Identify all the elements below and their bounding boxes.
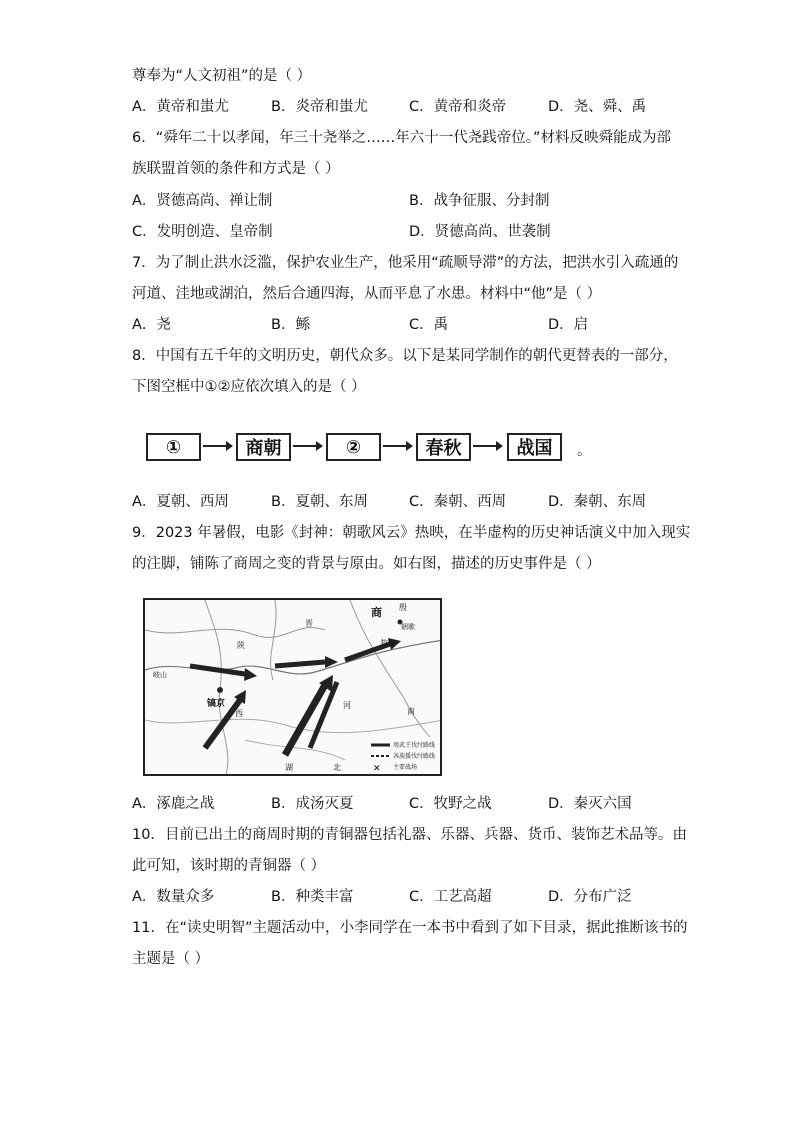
question-10-stem-line2: 此可知，该时期的青铜器（ ） xyxy=(132,858,326,874)
q10-option-a[interactable]: A．数量众多 xyxy=(132,889,215,905)
question-10-stem-line1: 10．目前已出土的商周时期的青铜器包括礼器、乐器、兵器、货币、装饰艺术品等。由 xyxy=(132,827,687,843)
flow-arrow-icon xyxy=(202,439,234,453)
q5-option-b[interactable]: B．炎帝和蚩尤 xyxy=(271,99,368,115)
question-5-stem-tail: 尊奉为“人文初祖”的是（ ） xyxy=(132,68,312,84)
q9-option-c[interactable]: C．牧野之战 xyxy=(409,796,492,812)
q9-option-d[interactable]: D．秦灭六国 xyxy=(548,796,632,812)
map-label-qishan: 岐山 xyxy=(153,671,167,679)
q6-option-d[interactable]: D．贤德高尚、世袭制 xyxy=(409,224,551,240)
flow-box-zhanguo: 战国 xyxy=(507,433,562,461)
question-11-stem-line2: 主题是（ ） xyxy=(132,951,210,967)
flow-box-shang: 商朝 xyxy=(236,433,291,461)
flow-arrow-icon xyxy=(292,439,324,453)
map-label-nan: 南 xyxy=(407,707,415,716)
q8-option-d[interactable]: D．秦朝、东周 xyxy=(548,494,647,510)
flow-arrow-icon xyxy=(472,439,504,453)
question-6-stem-line1: 6．“舜年二十以孝闻，年三十尧举之……年六十一代尧践帝位。”材料反映舜能成为部 xyxy=(132,130,671,146)
map-legend-zhou-route: 周武王伐纣路线 xyxy=(393,742,436,749)
question-9-stem-line1: 9．2023 年暑假，电影《封神：朝歌风云》热映，在半虚构的历史神话演义中加入现实 xyxy=(132,525,691,541)
question-8-stem-line1: 8．中国有五千年的文明历史，朝代众多。以下是某同学制作的朝代更替表的一部分， xyxy=(132,348,678,364)
flow-period: 。 xyxy=(577,443,592,459)
q8-option-c[interactable]: C．秦朝、西周 xyxy=(409,494,507,510)
historical-map xyxy=(143,598,442,776)
q6-option-b[interactable]: B．战争征服、分封制 xyxy=(409,193,550,209)
q7-option-b[interactable]: B．鲧 xyxy=(271,317,310,333)
q7-option-d[interactable]: D．启 xyxy=(548,317,589,333)
map-label-bei: 北 xyxy=(333,763,341,772)
q5-option-c[interactable]: C．黄帝和炎帝 xyxy=(409,99,507,115)
svg-text:✕: ✕ xyxy=(373,764,381,774)
map-label-he: 河 xyxy=(343,701,351,710)
map-label-shaan: 陕 xyxy=(237,641,245,650)
q6-option-c[interactable]: C．发明创造、皇帝制 xyxy=(132,224,273,240)
question-9-stem-line2: 的注脚，铺陈了商周之变的背景与原由。如右图，描述的历史事件是（ ） xyxy=(132,556,601,572)
question-6-stem-line2: 族联盟首领的条件和方式是（ ） xyxy=(132,161,340,177)
question-8-stem-line2: 下图空框中①②应依次填入的是（ ） xyxy=(132,379,366,395)
q10-option-c[interactable]: C．工艺高超 xyxy=(409,889,492,905)
q8-option-a[interactable]: A．夏朝、西周 xyxy=(132,494,229,510)
q8-option-b[interactable]: B．夏朝、东周 xyxy=(271,494,368,510)
q6-option-a[interactable]: A．贤德高尚、禅让制 xyxy=(132,193,273,209)
map-label-muye: 牧野 xyxy=(381,639,395,647)
map-label-zhaoge: 朝歌 xyxy=(401,623,415,631)
map-label-yin: 殷 xyxy=(399,603,407,612)
q9-option-b[interactable]: B．成汤灭夏 xyxy=(271,796,354,812)
map-label-shang: 商 xyxy=(371,606,382,619)
q5-option-a[interactable]: A．黄帝和蚩尤 xyxy=(132,99,229,115)
map-graphic xyxy=(145,600,442,776)
question-7-stem-line2: 河道、洼地或湖泊，然后合通四海，从而平息了水患。材料中“他”是（ ） xyxy=(132,286,602,302)
map-label-haojing: 镐京 xyxy=(207,699,226,709)
map-label-jin: 晋 xyxy=(305,619,313,628)
question-7-stem-line1: 7．为了制止洪水泛滥，保护农业生产，他采用“疏顺导滞”的方法，把洪水引入疏通的 xyxy=(132,255,679,271)
map-legend-allies-route: 各族援伐纣路线 xyxy=(393,753,436,760)
question-11-stem-line1: 11．在“读史明智”主题活动中，小李同学在一本书中看到了如下目录，据此推断该书的 xyxy=(132,920,688,936)
map-label-xi: 西 xyxy=(235,709,243,718)
q10-option-b[interactable]: B．种类丰富 xyxy=(271,889,354,905)
q5-option-d[interactable]: D．尧、舜、禹 xyxy=(548,99,647,115)
flow-box-blank-1: ① xyxy=(146,433,201,461)
flow-arrow-icon xyxy=(382,439,414,453)
q7-option-c[interactable]: C．禹 xyxy=(409,317,449,333)
map-legend-battlefield: 主要战场 xyxy=(393,764,418,771)
flow-box-blank-2: ② xyxy=(326,433,381,461)
q10-option-d[interactable]: D．分布广泛 xyxy=(548,889,632,905)
flow-box-chunqiu: 春秋 xyxy=(416,433,471,461)
q9-option-a[interactable]: A．涿鹿之战 xyxy=(132,796,215,812)
map-label-hu: 湖 xyxy=(285,763,293,772)
q7-option-a[interactable]: A．尧 xyxy=(132,317,171,333)
